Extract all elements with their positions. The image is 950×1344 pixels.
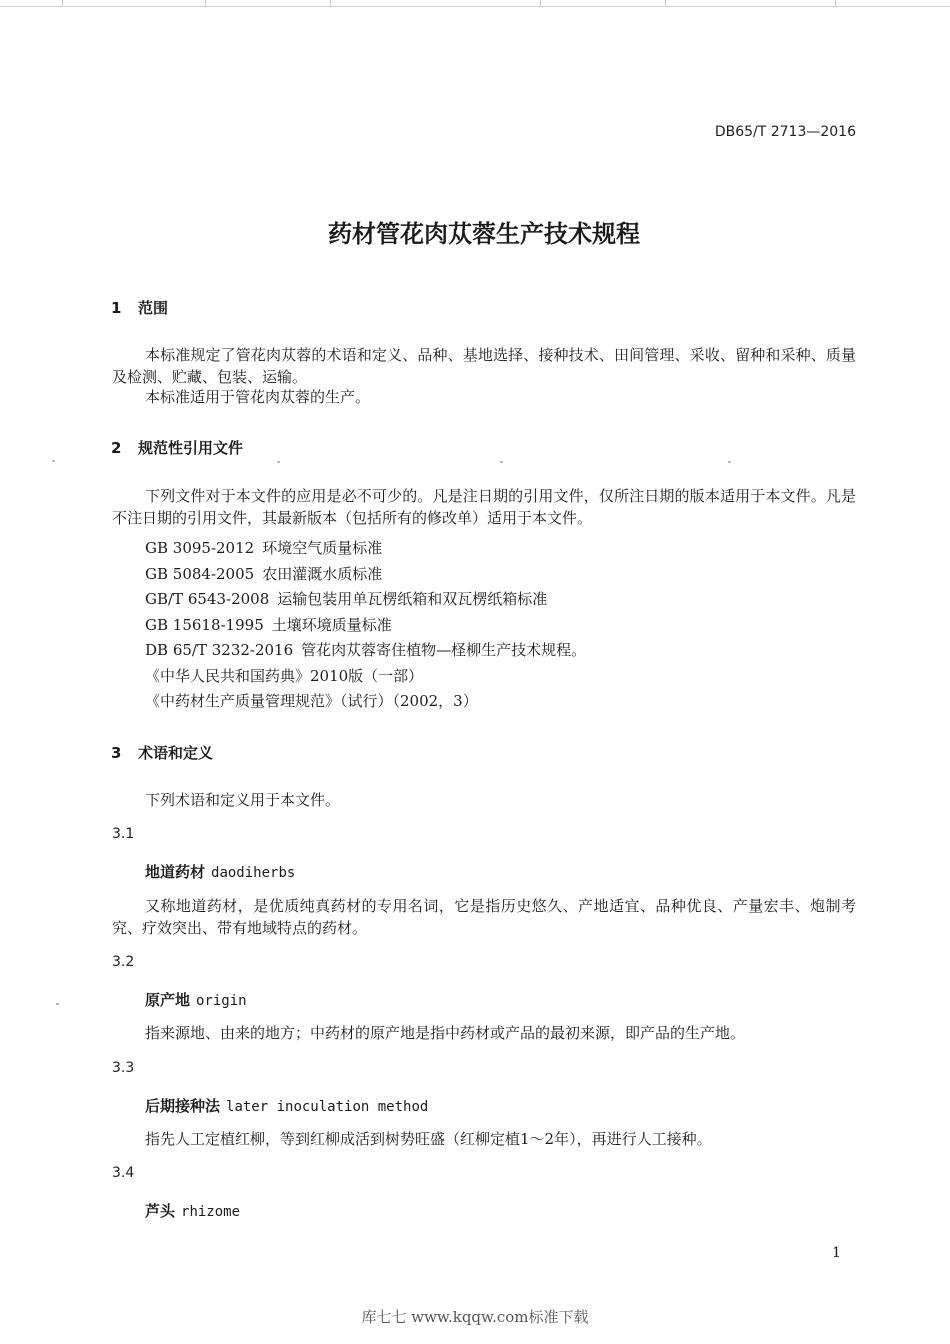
- section-heading-normative-references: [111, 437, 243, 458]
- term-heading: [145, 989, 247, 1010]
- reference-item: [145, 588, 586, 614]
- reference-code: GB 5084-2005: [145, 564, 255, 583]
- document-code: DB65/T 2713—2016: [714, 124, 856, 140]
- reference-title: 管花肉苁蓉寄住植物—柽柳生产技术规程。: [301, 641, 587, 659]
- clause-number: 3.2: [112, 954, 135, 970]
- reference-title: 土壤环境质量标准: [271, 615, 392, 634]
- clause-number: 3.3: [112, 1060, 135, 1076]
- reference-item: [145, 665, 586, 691]
- scan-speck: [728, 461, 731, 463]
- term-heading: [145, 1200, 240, 1221]
- section-number: 1: [111, 299, 122, 317]
- section-heading-scope: [111, 297, 168, 318]
- term-definition: 指来源地、由来的地方；中药材的原产地是指中药材或产品的最初来源，即产品的生产地。: [145, 1024, 746, 1042]
- term-definition: 又称地道药材，是优质纯真药材的专用名词，它是指历史悠久、产地适宜、品种优良、产量宏丰、炮制考究、疗效突出、带有地域特点的药材。: [112, 897, 856, 937]
- scan-speck: [277, 461, 280, 463]
- watermark: 库七七 www.kqqw.com标准下载: [361, 1308, 589, 1326]
- normative-intro-paragraph: 下列文件对于本文件的应用是必不可少的。凡是注日期的引用文件，仅所注日期的版本适用于本文件。凡是不注日期的引用文件，其最新版本（包括所有的修改单）适用于本文件。: [112, 487, 856, 527]
- term-english: rhizome: [181, 1204, 241, 1220]
- term-heading: [145, 861, 295, 882]
- term-chinese: 原产地: [145, 991, 191, 1009]
- scan-speck: [56, 1003, 59, 1005]
- reference-title: 《中药材生产质量管理规范》（试行）（2002，3）: [145, 692, 478, 710]
- section-heading-terms: [111, 742, 213, 763]
- section-number: 2: [111, 439, 122, 457]
- term-english: later inoculation method: [226, 1099, 429, 1115]
- reference-item: [145, 563, 586, 589]
- reference-code: GB/T 6543-2008: [145, 590, 270, 608]
- terms-intro: 下列术语和定义用于本文件。: [145, 791, 341, 809]
- clause-number: 3.1: [112, 826, 135, 842]
- term-chinese: 芦头: [145, 1202, 176, 1220]
- scan-speck: [52, 460, 55, 462]
- term-definition: 指先人工定植红柳，等到红柳成活到树势旺盛（红柳定植1～2年），再进行人工接种。: [145, 1130, 712, 1148]
- section-title: 术语和定义: [138, 744, 214, 762]
- term-chinese: 地道药材: [145, 863, 206, 881]
- page-number: 1: [832, 1245, 841, 1261]
- reference-code: GB 15618-1995: [145, 615, 264, 634]
- reference-item: [145, 537, 586, 563]
- reference-code: GB 3095-2012: [145, 539, 255, 557]
- scan-speck: [500, 461, 503, 463]
- scope-paragraph: 本标准规定了管花肉苁蓉的术语和定义、品种、基地选择、接种技术、田间管理、采收、留种和采种、质量及检测、贮藏、包装、运输。: [112, 346, 856, 386]
- section-title: 范围: [138, 299, 169, 317]
- term-english: daodiherbs: [211, 865, 296, 881]
- section-number: 3: [111, 744, 122, 762]
- section-title: 规范性引用文件: [138, 439, 244, 457]
- reference-item: [145, 639, 586, 665]
- scan-edge: [0, 0, 950, 7]
- term-english: origin: [196, 993, 247, 1009]
- reference-title: 《中华人民共和国药典》2010版（一部）: [145, 666, 424, 685]
- term-chinese: 后期接种法: [145, 1097, 221, 1115]
- reference-title: 环境空气质量标准: [262, 539, 383, 557]
- reference-list: [145, 537, 586, 716]
- reference-item: [145, 690, 586, 716]
- reference-title: 农田灌溉水质标准: [262, 564, 383, 583]
- clause-number: 3.4: [112, 1165, 135, 1181]
- reference-title: 运输包装用单瓦楞纸箱和双瓦楞纸箱标准: [277, 590, 548, 608]
- reference-item: [145, 614, 586, 640]
- document-title: 药材管花肉苁蓉生产技术规程: [328, 220, 640, 248]
- scope-applicability: 本标准适用于管花肉苁蓉的生产。: [145, 388, 371, 406]
- term-heading: [145, 1095, 428, 1116]
- reference-code: DB 65/T 3232-2016: [145, 641, 294, 659]
